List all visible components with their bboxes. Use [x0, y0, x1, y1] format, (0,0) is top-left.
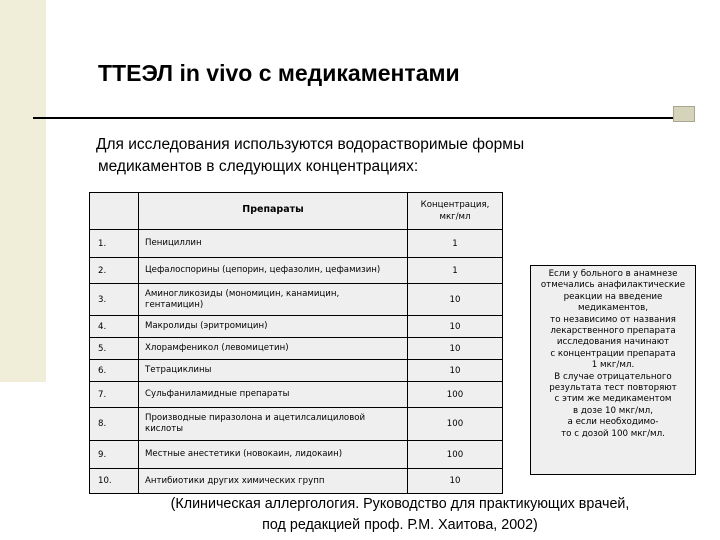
header-num-cell [90, 193, 139, 230]
note-line: реакции на введение [563, 291, 663, 302]
note-line: то независимо от названия [550, 314, 676, 325]
drug-line: Цефалоспорины (цепорин, цефазолин, цефамизин) [145, 265, 381, 275]
note-line: медикаментов, [578, 303, 648, 314]
note-line: в дозе 10 мкг/мл, [573, 405, 653, 416]
table-row [90, 441, 503, 469]
table-row [90, 316, 503, 338]
citation [120, 494, 680, 536]
medication-table [89, 192, 503, 494]
row-number: 2. [90, 258, 139, 284]
drug-line: кислоты [145, 424, 184, 434]
drug-line: Аминогликозиды (мономицин, канамицин, [145, 288, 340, 299]
drug-line: гентамицин) [145, 299, 204, 310]
row-concentration: 100 [408, 382, 503, 408]
drug-line: Пенициллин [145, 238, 202, 248]
note-line: Если у больного в анамнезе [548, 269, 678, 279]
row-drug [139, 408, 408, 441]
row-concentration: 1 [408, 230, 503, 258]
left-decor-bar [0, 0, 46, 382]
note-line: результата тест повторяют [549, 383, 677, 394]
header-concentration-line: Концентрация, [420, 200, 490, 210]
drug-line: Сульфаниламидные препараты [145, 389, 290, 399]
note-line: лекарственного препарата [550, 326, 676, 337]
row-concentration: 100 [408, 441, 503, 469]
title-divider-tab [673, 106, 695, 122]
row-concentration: 10 [408, 284, 503, 316]
note-line: с этим же медикаментом [554, 394, 672, 405]
citation-line: под редакцией проф. Р.М. Хаитова, 2002) [262, 517, 538, 533]
row-drug [139, 284, 408, 316]
header-drug-cell: Препараты [139, 193, 408, 230]
row-number: 5. [90, 338, 139, 360]
note-line: с концентрации препарата [550, 348, 676, 359]
drug-line: Тетрациклины [145, 365, 212, 375]
row-concentration: 10 [408, 469, 503, 494]
intro-text [96, 134, 656, 178]
row-number: 10. [90, 469, 139, 494]
drug-line: Макролиды (эритромицин) [145, 321, 268, 331]
header-concentration-line: мкг/мл [439, 212, 471, 222]
note-line: 1 мкг/мл. [591, 360, 635, 371]
row-number: 9. [90, 441, 139, 469]
row-number: 3. [90, 284, 139, 316]
row-concentration: 100 [408, 408, 503, 441]
row-drug [139, 338, 408, 360]
intro-line: Для исследования используются водорастворимые формы [96, 136, 525, 153]
row-drug [139, 441, 408, 469]
row-concentration: 10 [408, 316, 503, 338]
row-drug [139, 258, 408, 284]
note-line: то с дозой 100 мкг/мл. [561, 428, 665, 439]
table-row [90, 338, 503, 360]
row-number: 4. [90, 316, 139, 338]
row-drug [139, 382, 408, 408]
drug-line: Антибиотики других химических групп [145, 475, 325, 486]
table-row [90, 360, 503, 382]
row-drug [139, 360, 408, 382]
drug-line: Производные пиразолона и ацетилсалициловой [145, 413, 366, 423]
drug-line: Хлорамфеникол (левомицетин) [145, 343, 289, 353]
intro-line: медикаментов в следующих концентрациях: [98, 158, 419, 175]
note-line: отмечались анафилактические [540, 280, 686, 291]
table-row [90, 469, 503, 494]
row-number: 7. [90, 382, 139, 408]
table-row [90, 382, 503, 408]
row-drug [139, 469, 408, 494]
header-concentration-cell [408, 193, 503, 230]
row-drug [139, 316, 408, 338]
row-number: 8. [90, 408, 139, 441]
row-concentration: 10 [408, 338, 503, 360]
anaphylaxis-note-box [530, 265, 696, 475]
table-row [90, 230, 503, 258]
title-divider [33, 117, 683, 119]
table-row [90, 258, 503, 284]
row-concentration: 1 [408, 258, 503, 284]
row-concentration: 10 [408, 360, 503, 382]
note-line: а если необходимо- [567, 417, 659, 428]
drug-line: Местные анестетики (новокаин, лидокаин) [145, 449, 343, 459]
row-number: 6. [90, 360, 139, 382]
table-header-row [90, 193, 503, 230]
table-row [90, 408, 503, 441]
slide-title: ТТЕЭЛ in vivo с медикаментами [98, 60, 460, 86]
row-number: 1. [90, 230, 139, 258]
row-drug [139, 230, 408, 258]
note-line: исследования начинают [556, 337, 670, 348]
table-row [90, 284, 503, 316]
citation-line: (Клиническая аллергология. Руководство для практикующих врачей, [170, 496, 630, 512]
note-line: В случае отрицательного [554, 371, 672, 382]
